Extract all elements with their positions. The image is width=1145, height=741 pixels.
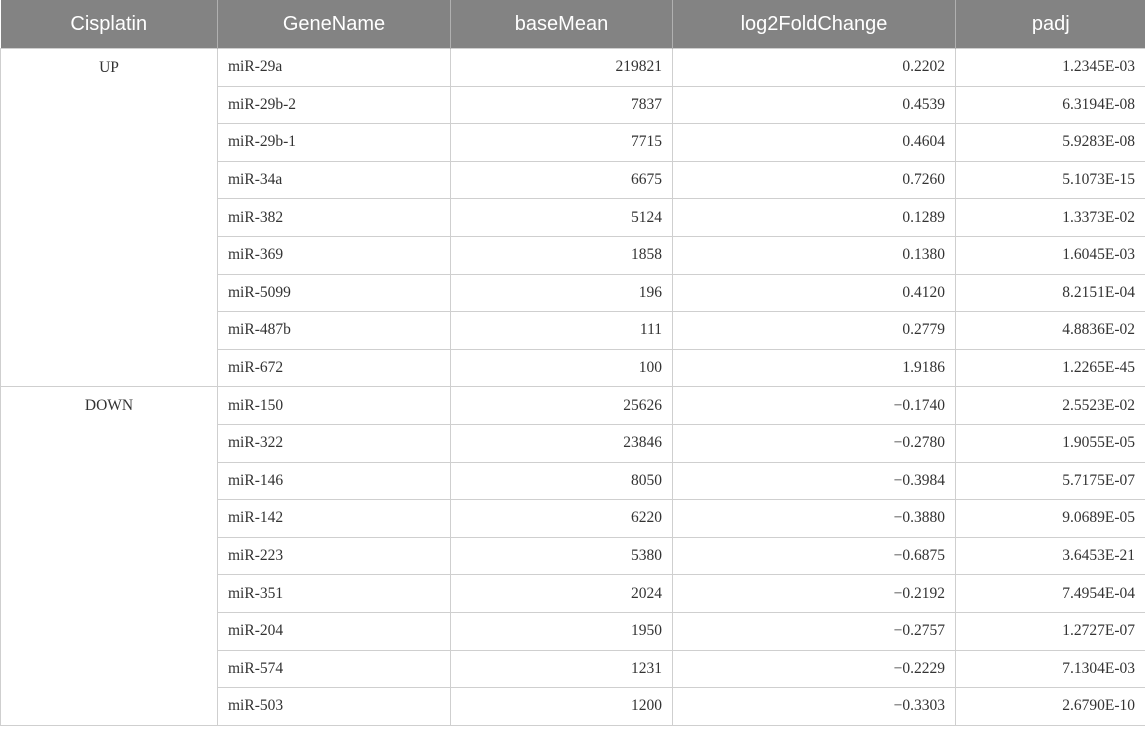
- padj-cell: 6.3194E-08: [956, 86, 1145, 124]
- padj-cell: 2.6790E-10: [956, 688, 1145, 726]
- header-log2foldchange: log2FoldChange: [673, 0, 956, 49]
- table-row: [1, 387, 1145, 425]
- padj-cell: 4.8836E-02: [956, 312, 1145, 350]
- log2foldchange-cell: −0.3984: [673, 462, 956, 500]
- gene-name-cell: miR-142: [218, 500, 451, 538]
- log2foldchange-cell: 0.1289: [673, 199, 956, 237]
- padj-cell: 1.3373E-02: [956, 199, 1145, 237]
- padj-cell: 1.2345E-03: [956, 49, 1145, 87]
- gene-name-cell: miR-503: [218, 688, 451, 726]
- log2foldchange-cell: 0.4539: [673, 86, 956, 124]
- gene-name-cell: miR-150: [218, 387, 451, 425]
- basemean-cell: 7837: [451, 86, 673, 124]
- gene-name-cell: miR-574: [218, 650, 451, 688]
- gene-name-cell: miR-351: [218, 575, 451, 613]
- log2foldchange-cell: 1.9186: [673, 349, 956, 387]
- log2foldchange-cell: −0.2229: [673, 650, 956, 688]
- gene-name-cell: miR-382: [218, 199, 451, 237]
- group-label-up: UP: [1, 49, 218, 387]
- gene-name-cell: miR-34a: [218, 161, 451, 199]
- basemean-cell: 1200: [451, 688, 673, 726]
- log2foldchange-cell: −0.3303: [673, 688, 956, 726]
- log2foldchange-cell: −0.2757: [673, 612, 956, 650]
- padj-cell: 7.4954E-04: [956, 575, 1145, 613]
- basemean-cell: 111: [451, 312, 673, 350]
- basemean-cell: 1231: [451, 650, 673, 688]
- log2foldchange-cell: 0.1380: [673, 236, 956, 274]
- padj-cell: 9.0689E-05: [956, 500, 1145, 538]
- table-row: [1, 49, 1145, 87]
- log2foldchange-cell: −0.1740: [673, 387, 956, 425]
- header-padj: padj: [956, 0, 1145, 49]
- basemean-cell: 8050: [451, 462, 673, 500]
- basemean-cell: 2024: [451, 575, 673, 613]
- header-cisplatin: Cisplatin: [1, 0, 218, 49]
- log2foldchange-cell: −0.6875: [673, 537, 956, 575]
- log2foldchange-cell: 0.2202: [673, 49, 956, 87]
- log2foldchange-cell: 0.7260: [673, 161, 956, 199]
- basemean-cell: 219821: [451, 49, 673, 87]
- gene-name-cell: miR-146: [218, 462, 451, 500]
- gene-name-cell: miR-204: [218, 612, 451, 650]
- padj-cell: 5.1073E-15: [956, 161, 1145, 199]
- gene-name-cell: miR-5099: [218, 274, 451, 312]
- padj-cell: 7.1304E-03: [956, 650, 1145, 688]
- basemean-cell: 196: [451, 274, 673, 312]
- basemean-cell: 5380: [451, 537, 673, 575]
- basemean-cell: 23846: [451, 424, 673, 462]
- padj-cell: 2.5523E-02: [956, 387, 1145, 425]
- header-genename: GeneName: [218, 0, 451, 49]
- padj-cell: 5.9283E-08: [956, 124, 1145, 162]
- gene-name-cell: miR-369: [218, 236, 451, 274]
- basemean-cell: 7715: [451, 124, 673, 162]
- gene-name-cell: miR-322: [218, 424, 451, 462]
- padj-cell: 8.2151E-04: [956, 274, 1145, 312]
- basemean-cell: 6675: [451, 161, 673, 199]
- basemean-cell: 1858: [451, 236, 673, 274]
- padj-cell: 1.6045E-03: [956, 236, 1145, 274]
- log2foldchange-cell: 0.4120: [673, 274, 956, 312]
- basemean-cell: 25626: [451, 387, 673, 425]
- log2foldchange-cell: 0.2779: [673, 312, 956, 350]
- header-basemean: baseMean: [451, 0, 673, 49]
- padj-cell: 3.6453E-21: [956, 537, 1145, 575]
- log2foldchange-cell: −0.2780: [673, 424, 956, 462]
- basemean-cell: 5124: [451, 199, 673, 237]
- basemean-cell: 6220: [451, 500, 673, 538]
- padj-cell: 1.9055E-05: [956, 424, 1145, 462]
- gene-name-cell: miR-223: [218, 537, 451, 575]
- padj-cell: 1.2265E-45: [956, 349, 1145, 387]
- padj-cell: 5.7175E-07: [956, 462, 1145, 500]
- log2foldchange-cell: 0.4604: [673, 124, 956, 162]
- gene-name-cell: miR-487b: [218, 312, 451, 350]
- basemean-cell: 100: [451, 349, 673, 387]
- basemean-cell: 1950: [451, 612, 673, 650]
- table-body: [1, 49, 1145, 726]
- log2foldchange-cell: −0.3880: [673, 500, 956, 538]
- log2foldchange-cell: −0.2192: [673, 575, 956, 613]
- header-row: [1, 0, 1145, 49]
- gene-name-cell: miR-672: [218, 349, 451, 387]
- padj-cell: 1.2727E-07: [956, 612, 1145, 650]
- gene-name-cell: miR-29b-1: [218, 124, 451, 162]
- gene-name-cell: miR-29b-2: [218, 86, 451, 124]
- gene-name-cell: miR-29a: [218, 49, 451, 87]
- group-label-down: DOWN: [1, 387, 218, 725]
